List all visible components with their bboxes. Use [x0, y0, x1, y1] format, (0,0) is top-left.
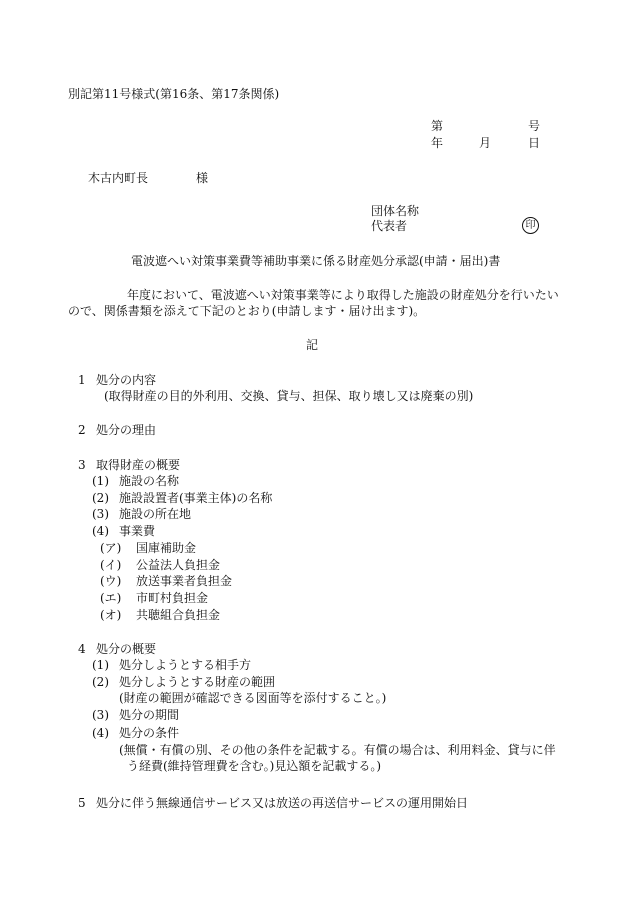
s3-item-3-number: (3)	[92, 507, 109, 521]
s4-item-4-number: (4)	[92, 726, 109, 740]
s3-item-4-number: (4)	[92, 524, 109, 538]
section-2-title: 処分の理由	[96, 423, 157, 437]
s3-sub-u-label: 放送事業者負担金	[136, 574, 233, 588]
s3-sub-o-label: 共聴組合負担金	[136, 608, 221, 622]
s4-item-4-note-line-1: (無償・有償の別、その他の条件を記載する。有償の場合は、利用料金、貸与に伴	[119, 743, 556, 757]
s3-sub-e-label: 市町村負担金	[136, 591, 209, 605]
document-title: 電波遮へい対策事業費等補助事業に係る財産処分承認(申請・届出)書	[131, 254, 501, 268]
s4-item-3-label: 処分の期間	[119, 708, 180, 722]
s3-sub-e-number: (エ)	[100, 591, 122, 605]
seal-mark: 印	[522, 217, 539, 234]
section-1-note: (取得財産の目的外利用、交換、貸与、担保、取り壊し又は廃棄の別)	[104, 389, 474, 403]
ki-heading: 記	[306, 338, 319, 352]
section-1-title: 処分の内容	[96, 373, 157, 387]
section-5-number: 5	[78, 796, 86, 810]
s3-sub-a-label: 国庫補助金	[136, 541, 197, 555]
section-1-number: 1	[78, 373, 86, 387]
body-line-1: 年度において、電波遮へい対策事業等により取得した施設の財産処分を行いたい	[127, 288, 559, 302]
form-reference: 別記第11号様式(第16条、第17条関係)	[68, 87, 280, 101]
s3-item-1-number: (1)	[92, 474, 109, 488]
s4-item-1-number: (1)	[92, 658, 109, 672]
applicant-org-label: 団体名称	[371, 204, 420, 218]
addressee-name: 木古内町長	[88, 171, 149, 185]
addressee-honorific: 様	[196, 171, 209, 185]
section-4-number: 4	[78, 642, 86, 656]
date-day: 日	[528, 136, 541, 150]
applicant-rep-label: 代表者	[371, 219, 408, 233]
s4-item-2-label: 処分しようとする財産の範囲	[119, 675, 276, 689]
section-5-title: 処分に伴う無線通信サービス又は放送の再送信サービスの運用開始日	[96, 796, 469, 810]
s3-item-4-label: 事業費	[119, 524, 156, 538]
s4-item-1-label: 処分しようとする相手方	[119, 658, 252, 672]
date-year: 年	[431, 136, 444, 150]
section-2-number: 2	[78, 423, 86, 437]
section-4-title: 処分の概要	[96, 642, 157, 656]
s3-item-2-label: 施設設置者(事業主体)の名称	[119, 491, 273, 505]
s3-item-3-label: 施設の所在地	[119, 507, 192, 521]
body-line-2: ので、関係書類を添えて下記のとおり(申請します・届け出ます)。	[68, 304, 426, 318]
date-month: 月	[479, 136, 492, 150]
s3-item-1-label: 施設の名称	[119, 474, 180, 488]
s3-sub-i-number: (イ)	[100, 558, 122, 572]
s3-sub-o-number: (オ)	[100, 608, 122, 622]
s4-item-3-number: (3)	[92, 708, 109, 722]
s3-sub-i-label: 公益法人負担金	[136, 558, 221, 572]
s3-item-2-number: (2)	[92, 491, 109, 505]
section-3-number: 3	[78, 458, 86, 472]
doc-number-dai: 第	[431, 119, 444, 133]
section-3-title: 取得財産の概要	[96, 458, 181, 472]
s3-sub-u-number: (ウ)	[100, 574, 122, 588]
s4-item-2-number: (2)	[92, 675, 109, 689]
s4-item-4-note-line-2: う経費(維持管理費を含む。)見込額を記載する。)	[127, 759, 382, 773]
doc-number-go: 号	[528, 119, 541, 133]
s4-item-4-label: 処分の条件	[119, 726, 180, 740]
s4-item-2-note: (財産の範囲が確認できる図面等を添付すること。)	[119, 691, 387, 705]
s3-sub-a-number: (ア)	[100, 541, 122, 555]
